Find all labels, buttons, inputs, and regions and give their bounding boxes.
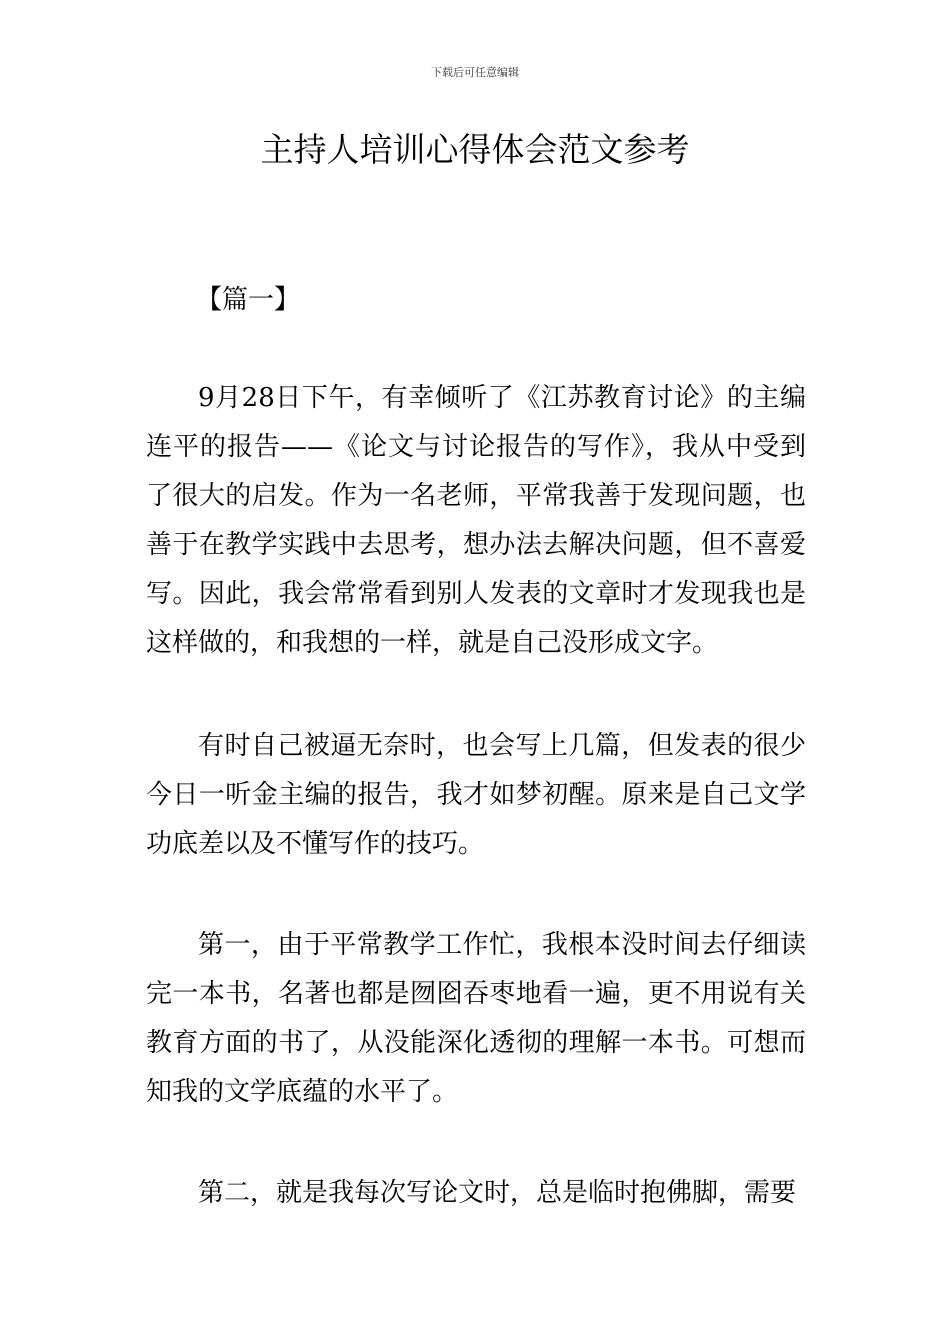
paragraph: 第一，由于平常教学工作忙，我根本没时间去仔细读完一本书，名著也都是囫囵吞枣地看一遍，更不用说有关教育方面的书了，从没能深化透彻的理解一本书。可想而知我的文学底蕴的水平了。 — [146, 930, 806, 1107]
paragraph: 有时自己被逼无奈时，也会写上几篇，但发表的很少今日一听金主编的报告，我才如梦初醒。原来是自己文学功底差以及不懂写作的技巧。 — [146, 731, 806, 859]
paragraph: 第二，就是我每次写论文时，总是临时抱佛脚，需要 — [198, 1178, 797, 1208]
document-title: 主持人培训心得体会范文参考 — [260, 130, 690, 169]
header-note: 下载后可任意编辑 — [431, 66, 519, 79]
paragraph: 9月28日下午，有幸倾听了《江苏教育讨论》的主编连平的报告——《论文与讨论报告的写作》，我从中受到了很大的启发。作为一名老师，平常我善于发现问题，也善于在教学实践中去思考，想办法去解决问题，但不喜爱写。因此，我会常常看到别人发表的文章时才发现我也是这样做的，和我想的一样，就是自己没形成文字。 — [146, 383, 806, 658]
section-label: 【篇一】 — [196, 285, 301, 315]
